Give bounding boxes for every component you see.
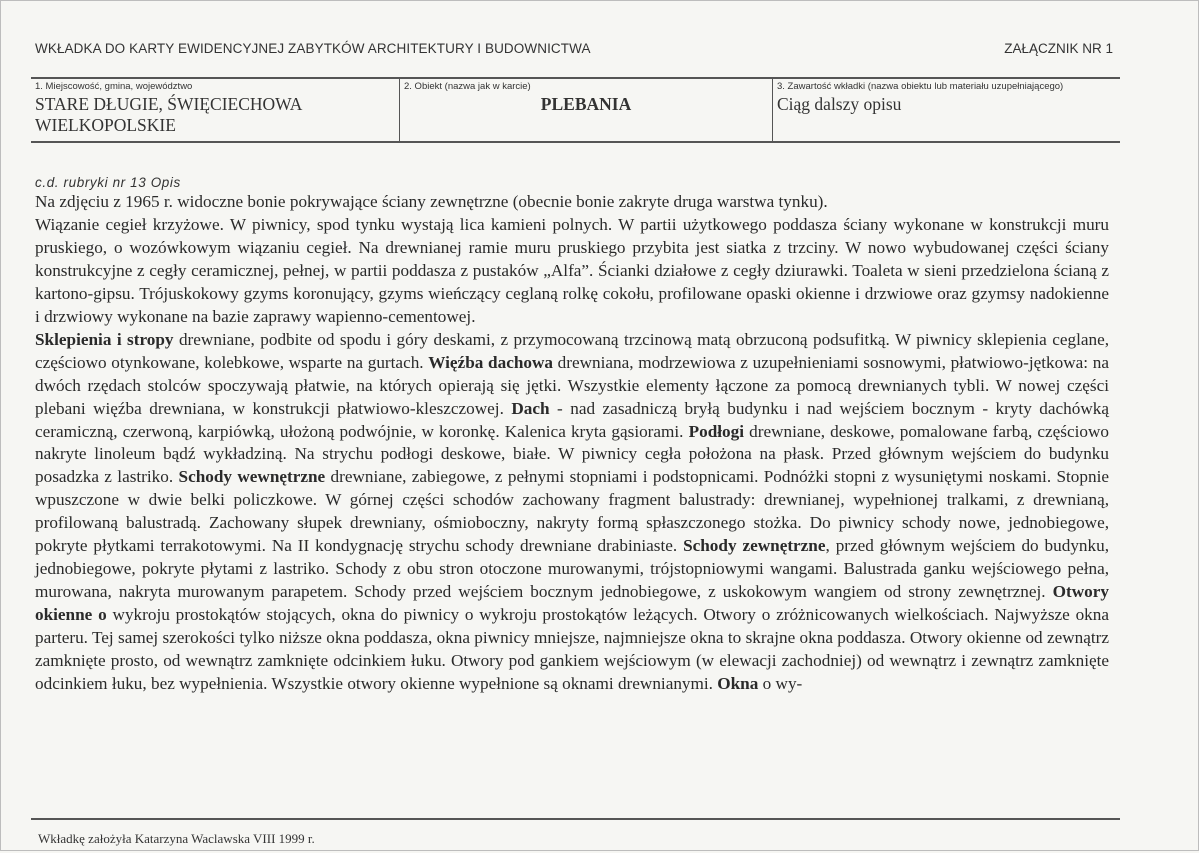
text-roof-truss: drewniana, modrzewiowa z uzupełnieniami sosnowymi, płatwiowo-jętkowa: na dwóch rzędach stolców spoczywają płatwie, na których opierają się jętki. Wszystkie elementy łączone za pomocą drewnianych tybli. W nowej części plebani więźba drewniana, w konstrukcji płatwiowo-kleszczowej. bbox=[35, 352, 1109, 418]
heading-window-openings: Otwory okienne o bbox=[35, 582, 1109, 625]
header-fields-table bbox=[31, 77, 1120, 143]
heading-roof-truss: Więźba dachowa bbox=[428, 352, 553, 372]
text-window-openings: wykroju prostokątów stojących, okna do piwnicy o wykroju prostokątów leżących. Otwory o zróżnicowanych wielkościach. Najwyższe okna parteru. Tej samej szerokości tylko niższe okna poddasza, okna piwnicy mniejsze, najmniejsze okna to skrajne okna poddasza. Otwory okienne od zewnątrz zamknięte prosto, od wewnątrz zamknięte odcinkiem łuku. Otwory pod gankiem wejściowym (w elewacji zachodniej) od wewnątrz i zewnątrz zamknięte odcinkiem łuku, bez wypełnienia. Wszystkie otwory okienne wypełnione są oknami drewnianymi. bbox=[35, 605, 1109, 694]
description-body bbox=[35, 175, 1109, 696]
heading-roof: Dach bbox=[511, 398, 550, 418]
field-location bbox=[31, 79, 399, 141]
form-title: WKŁADKA DO KARTY EWIDENCYJNEJ ZABYTKÓW ARCHITEKTURY I BUDOWNICTWA bbox=[35, 41, 591, 56]
paragraph-details bbox=[35, 329, 1109, 696]
heading-windows: Okna bbox=[717, 674, 759, 694]
text-interior-stairs: drewniane, zabiegowe, z pełnymi stopniami i podstopnicami. Podnóżki stopni z wysuniętymi noskami. Stopnie wpuszczone w dwie belki policzkowe. W górnej części schodów zachowany fragment balustrady: drewnianej, wypełnionej tralkami, z drewnianą, profilowaną balustradą. Zachowany słupek drewniany, ośmioboczny, nakryty formą spłaszczonego stożka. Do piwnicy schody nowe, jednobiegowe, pokryte płytkami terrakotowymi. Na II kondygnację strychu schody drewniane drabiniaste. bbox=[35, 467, 1109, 556]
field-location-value: STARE DŁUGIE, ŚWIĘCIECHOWA WIELKOPOLSKIE bbox=[35, 94, 302, 135]
field-location-label: 1. Miejscowość, gmina, województwo bbox=[35, 81, 193, 92]
field-contents bbox=[772, 79, 1120, 141]
field-contents-value: Ciąg dalszy opisu bbox=[777, 94, 902, 114]
paragraph-photo-note: Na zdjęciu z 1965 r. widoczne bonie pokrywające ściany zewnętrzne (obecnie bonie zakryte druga warstwa tynku). bbox=[35, 192, 828, 211]
field-object-value: PLEBANIA bbox=[540, 94, 632, 114]
text-ceilings: drewniane, podbite od spodu i góry deskami, z przymocowaną trzcinową matą obrzuconą podsufitką. W piwnicy sklepienia ceglane, częściowo otynkowane, kolebkowe, wsparte na gurtach. bbox=[35, 329, 1109, 372]
text-windows: o wy- bbox=[758, 674, 803, 694]
text-floors: drewniane, deskowe, pomalowane farbą, częściowo nakryte linoleum bądź wykładziną. Na strychu podłogi deskowe, białe. W piwnicy cegła położona na płask. Przed głównym wejściem do budynku posadzka z lastriko. bbox=[35, 421, 1109, 487]
footer bbox=[31, 818, 1120, 853]
heading-floors: Podłogi bbox=[688, 421, 745, 441]
field-object bbox=[399, 79, 772, 141]
rubric-heading: c.d. rubryki nr 13 Opis bbox=[35, 175, 181, 190]
heading-exterior-stairs: Schody zewnętrzne bbox=[683, 536, 826, 556]
text-roof: - nad zasadniczą bryłą budynku i nad wejściem bocznym - kryty dachówką ceramiczną, czerwoną, karpiówką, ułożoną podwójnie, w koronkę. Kalenica kryta gąsiorami. bbox=[35, 398, 1109, 441]
field-object-label: 2. Obiekt (nazwa jak w karcie) bbox=[404, 81, 531, 92]
footer-author-note: Wkładkę założyła Katarzyna Waclawska VIII 1999 r. bbox=[38, 831, 315, 846]
heading-ceilings: Sklepienia i stropy bbox=[35, 329, 174, 349]
field-contents-label: 3. Zawartość wkładki (nazwa obiektu lub materiału uzupełniającego) bbox=[777, 81, 1064, 92]
attachment-number: ZAŁĄCZNIK NR 1 bbox=[1004, 41, 1113, 56]
paragraph-walls: Wiązanie cegieł krzyżowe. W piwnicy, spod tynku wystają lica kamieni polnych. W partii użytkowego poddasza ściany wykonane w konstrukcji muru pruskiego, o wozówkowym wiązaniu cegieł. Na drewnianej ramie muru pruskiego przybita jest siatka z trzciny. W nowo wybudowanej części ściany konstrukcyjne z cegły ceramicznej, pełnej, w partii poddasza z pustaków „Alfa”. Ścianki działowe z cegły dziurawki. Toaleta w sieni przedzielona ścianą z kartono-gipsu. Trójuskokowy gzyms koronujący, gzyms wieńczący ceglaną rolkę cokołu, profilowane opaski okienne i drzwiowe oraz gzymsy nadokienne i drzwiowy wykonane na bazie zaprawy wapienno-cementowej. bbox=[35, 214, 1109, 326]
heading-interior-stairs: Schody wewnętrzne bbox=[178, 467, 326, 487]
text-exterior-stairs: , przed głównym wejściem do budynku, jednobiegowe, pokryte płytami z lastriko. Schody z obu stron otoczone murowanymi, trójstopniowymi wangami. Balustrada ganku wejściowego pełna, murowana, nakryta murowanym parapetem. Schody przed wejściem bocznym jednobiegowe, z uskokowym wangiem od strony zewnętrznej. bbox=[35, 536, 1109, 602]
